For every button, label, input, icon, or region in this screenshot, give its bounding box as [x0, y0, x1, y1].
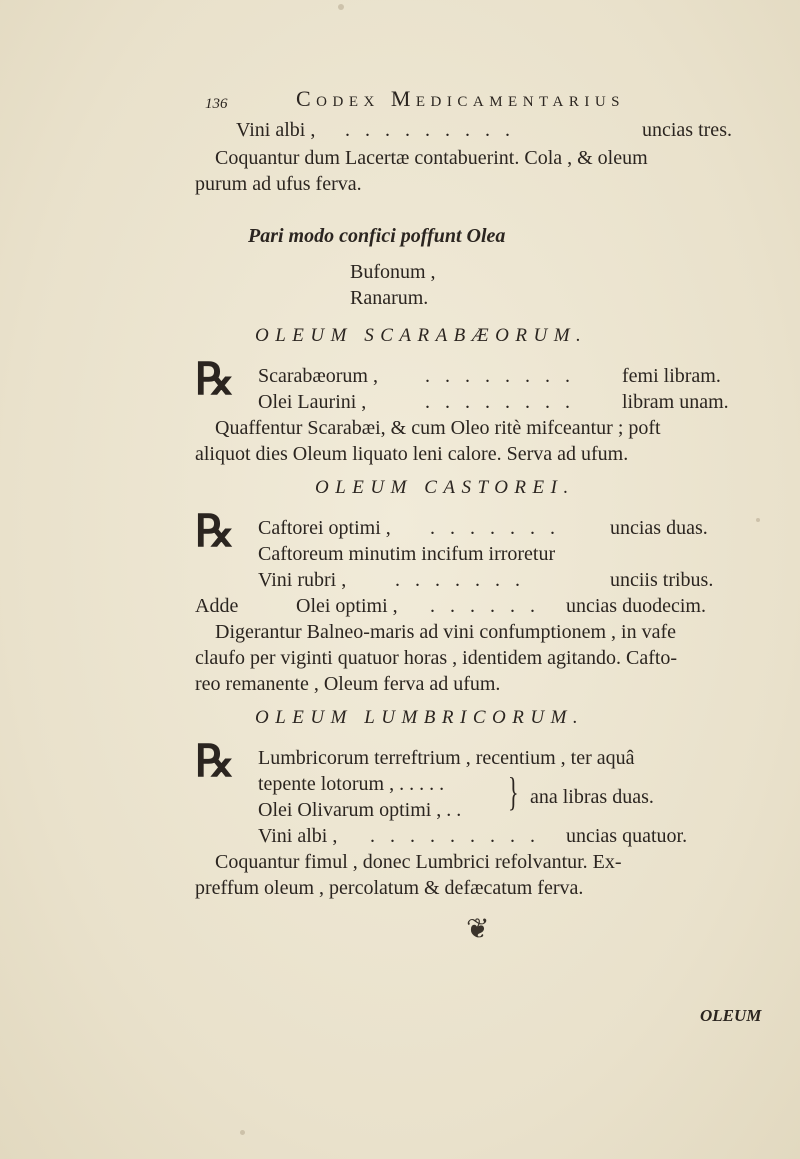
recipe-symbol: ℞: [195, 507, 235, 556]
catchword: OLEUM: [700, 1006, 762, 1025]
s1-line4: aliquot dies Oleum liquato leni calore. Serva ad ufum.: [195, 443, 629, 465]
s1-dots2: . . . . . . . .: [425, 391, 575, 413]
s2-quantity4: uncias duodecim.: [566, 595, 706, 617]
recipe-symbol: ℞: [195, 355, 235, 404]
heading-oleum-lumbricorum: OLEUM LUMBRICORUM.: [255, 707, 585, 728]
intro-dots: . . . . . . . . .: [345, 119, 515, 141]
s3-ingredient4: Vini albi ,: [258, 825, 338, 847]
s2-dots1: . . . . . . .: [430, 517, 560, 539]
s2-line5: Digerantur Balneo-maris ad vini confumptionem , in vafe: [215, 621, 676, 643]
s2-line6: claufo per viginti quatuor horas , identidem agitando. Cafto-: [195, 647, 678, 669]
s1-ingredient2: Olei Laurini ,: [258, 391, 367, 413]
paper-speck: [338, 4, 344, 10]
s2-ingredient3: Vini rubri ,: [258, 569, 347, 591]
note-line1: Pari modo confici poffunt Olea: [248, 225, 506, 247]
heading-oleum-scarabaeorum: OLEUM SCARABÆORUM.: [255, 325, 588, 346]
s2-adde: Adde: [195, 595, 239, 617]
s3-quantity4: uncias quatuor.: [566, 825, 688, 847]
s3-line1: Lumbricorum terreftrium , recentium , ter aquâ: [258, 747, 635, 769]
s2-quantity1: uncias duas.: [610, 517, 708, 539]
s3-line5: Coquantur fimul , donec Lumbrici refolvantur. Ex-: [215, 851, 622, 873]
s2-line2: Caftoreum minutim incifum irroretur: [258, 543, 556, 565]
s1-quantity2: libram unam.: [622, 391, 729, 413]
s2-dots3: . . . . . . .: [395, 569, 525, 591]
brace: }: [508, 769, 519, 814]
intro-quantity: uncias tres.: [642, 119, 732, 141]
note-item2: Ranarum.: [350, 287, 429, 309]
intro-line2: Coquantur dum Lacertæ contabuerint. Cola , & oleum: [215, 147, 648, 169]
page-number: 136: [205, 96, 228, 112]
intro-ingredient: Vini albi ,: [236, 119, 316, 141]
heading-oleum-castorei: OLEUM CASTOREI.: [315, 477, 575, 498]
s3-line6: preffum oleum , percolatum & defæcatum ferva.: [195, 877, 584, 899]
intro-line3: purum ad ufus ferva.: [195, 173, 362, 195]
recipe-symbol: ℞: [195, 737, 235, 786]
s1-quantity1: femi libram.: [622, 365, 721, 387]
s2-ingredient1: Caftorei optimi ,: [258, 517, 391, 539]
s2-quantity3: unciis tribus.: [610, 569, 714, 591]
note-item1: Bufonum ,: [350, 261, 436, 283]
s2-line7: reo remanente , Oleum ferva ad ufum.: [195, 673, 501, 695]
paper-speck: [240, 1130, 245, 1135]
s3-line2: tepente lotorum , . . . . .: [258, 773, 445, 795]
s3-brace-quantity: ana libras duas.: [530, 786, 654, 808]
running-title: Codex Medicamentarius: [296, 86, 626, 111]
s3-line3: Olei Olivarum optimi , . .: [258, 799, 462, 821]
s1-ingredient1: Scarabæorum ,: [258, 365, 378, 387]
s1-line3: Quaffentur Scarabæi, & cum Oleo ritè mifceantur ; poft: [215, 417, 661, 439]
paper-speck: [756, 518, 760, 522]
s2-dots4: . . . . . .: [430, 595, 540, 617]
s1-dots1: . . . . . . . .: [425, 365, 575, 387]
s2-ingredient4: Olei optimi ,: [296, 595, 398, 617]
fleuron-ornament: ❦: [466, 914, 490, 945]
s3-dots4: . . . . . . . . .: [370, 825, 540, 847]
